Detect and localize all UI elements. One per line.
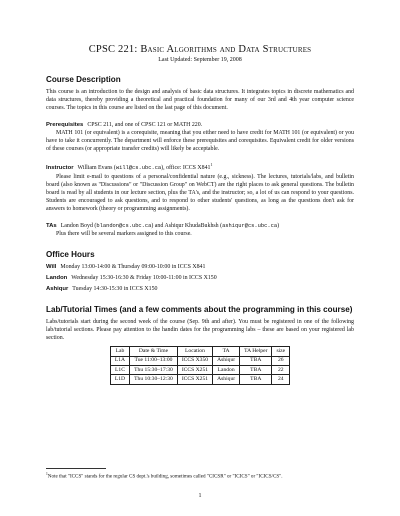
- course-description-text: This course is an introduction to the design and analysis of basic data structures. It integrates topics in discrete mathematics and data structures, thereby providing a theoretical and practical foundation for many of our 3rd and 4th year computer science courses. The topics in this course are listed on the last page of this document.: [46, 89, 354, 112]
- footnote-ref: 1: [210, 162, 213, 168]
- course-description-heading: Course Description: [46, 75, 121, 84]
- last-updated: Last Updated: September 19, 2008: [158, 57, 242, 63]
- instructor-line: [46, 161, 354, 172]
- office-hours-row: [46, 263, 354, 271]
- table-row: [110, 356, 289, 365]
- table-cell: L1C: [110, 366, 129, 375]
- instructor-email-link[interactable]: will@cs.ubc.ca: [115, 165, 162, 172]
- footnote: [46, 468, 354, 480]
- table-row: [110, 366, 289, 375]
- course-name: Basic Algorithms and Data Structures: [140, 44, 312, 55]
- instructor-name: William Evans (: [77, 165, 116, 172]
- tas-label: TAs: [46, 222, 57, 229]
- instructor-office: ), office: ICCS X841: [161, 165, 211, 172]
- ta1-email-link[interactable]: blandon@cs.ubc.ca: [96, 222, 152, 229]
- table-cell: ICCS X251: [177, 375, 212, 384]
- tas-line: [46, 222, 354, 230]
- table-cell: L1D: [110, 375, 129, 384]
- ta2-name: ) and Ashiqur KhudaBukhsh (: [151, 222, 223, 229]
- table-cell: Thu 15:30–17:30: [130, 366, 178, 375]
- office-hours-who: Will: [46, 264, 57, 271]
- prerequisites-label: Prerequisites: [46, 121, 84, 128]
- lab-times-text: Labs/tutorials start during the second week of the course (Sep. 9th and after). You must be registered in one of the following lab/tutorial sections. Please pay attention to the handin dates for the programming labs – these are based on your registered lab section.: [46, 318, 354, 342]
- office-hours-row: [46, 274, 354, 282]
- footnote-rule: [46, 468, 106, 469]
- office-hours-who: Ashiqur: [46, 286, 69, 293]
- office-hours-heading: Office Hours: [46, 250, 95, 260]
- tas-close: ): [277, 222, 280, 229]
- footnote-text: Note that "ICCS" stands for the regular CS dept.'s building, sometimes called "CICSR" or "ICICS" or "ICICS/CS".: [47, 473, 283, 480]
- office-hours-when: Tuesday 14:30-15:30 in ICCS X150: [72, 286, 158, 293]
- lab-times-heading: Lab/Tutorial Times (and a few comments about the programming in this course): [46, 304, 353, 314]
- table-cell: Tue 11:00–13:00: [130, 356, 178, 365]
- table-cell: ICCS X251: [177, 366, 212, 375]
- table-cell: TBA: [240, 375, 272, 384]
- footnote-mark: 1: [46, 472, 48, 476]
- lab-col-header: TA: [213, 347, 240, 356]
- table-cell: Ashiqur: [213, 356, 240, 365]
- lab-table-header-row: [110, 347, 289, 356]
- document-title: [46, 44, 354, 55]
- lab-col-header: size: [272, 347, 290, 356]
- instructor-label: Instructor: [46, 165, 74, 172]
- lab-col-header: Date & Time: [130, 347, 178, 356]
- tas-text: Plus there will be several markers assigned to this course.: [56, 230, 192, 237]
- table-row: [110, 375, 289, 384]
- table-cell: ICCS X350: [177, 356, 212, 365]
- lab-col-header: Location: [177, 347, 212, 356]
- table-cell: TBA: [240, 366, 272, 375]
- table-cell: 22: [272, 366, 290, 375]
- lab-col-header: TA Helper: [240, 347, 272, 356]
- table-cell: TBA: [240, 356, 272, 365]
- table-cell: L1A: [110, 356, 129, 365]
- prerequisites-text: MATH 101 (or equivalent) is a corequisite, meaning that you either need to have credit for MATH 101 (or equivalent) or you have to take it concurrently. The department will enforce these prerequisites and corequisites. Equivalent credit for older versions of these courses (or appropriate transfer credits) will likely be acceptable.: [46, 129, 354, 153]
- instructor-text: Please limit e-mail to questions of a personal/confidential nature (e.g., sickness). The lectures, tutorials/labs, and bulletin board (also known as "Discussions" or "Discussion Group" on WebCT) are the right places to ask general questions. The bulletin board is read by all students in our lecture section, plus the TA's, and the instructor; so, a lot of us can respond to your questions. Students are encouraged to ask questions, and to respond to other students' questions, as long as the questions don't ask for answers to homework (theory or programming assignments).: [46, 173, 354, 213]
- table-cell: Ashiqur: [213, 375, 240, 384]
- office-hours-when: Wednesday 15:30-16:30 & Friday 10:00-11:00 in ICCS X150: [71, 275, 217, 282]
- ta1-name: Landon Boyd (: [60, 222, 97, 229]
- lab-table: [110, 346, 290, 385]
- office-hours-who: Landon: [46, 275, 68, 282]
- page-number: 1: [198, 493, 202, 499]
- ta2-email-link[interactable]: ashiqur@cs.ubc.ca: [222, 222, 278, 229]
- office-hours-row: [46, 285, 354, 293]
- prerequisites-courses: CPSC 211, and one of CPSC 121 or MATH 220.: [87, 121, 203, 128]
- table-cell: Thu 10:30–12:30: [130, 375, 178, 384]
- prerequisites-line: [46, 121, 354, 129]
- office-hours-when: Monday 13:00-14:00 & Thursday 09:00-10:00 in ICCS X841: [60, 264, 206, 271]
- lab-col-header: Lab: [110, 347, 129, 356]
- table-cell: 26: [272, 356, 290, 365]
- course-code: CPSC 221:: [88, 44, 138, 55]
- table-cell: 24: [272, 375, 290, 384]
- table-cell: Landon: [213, 366, 240, 375]
